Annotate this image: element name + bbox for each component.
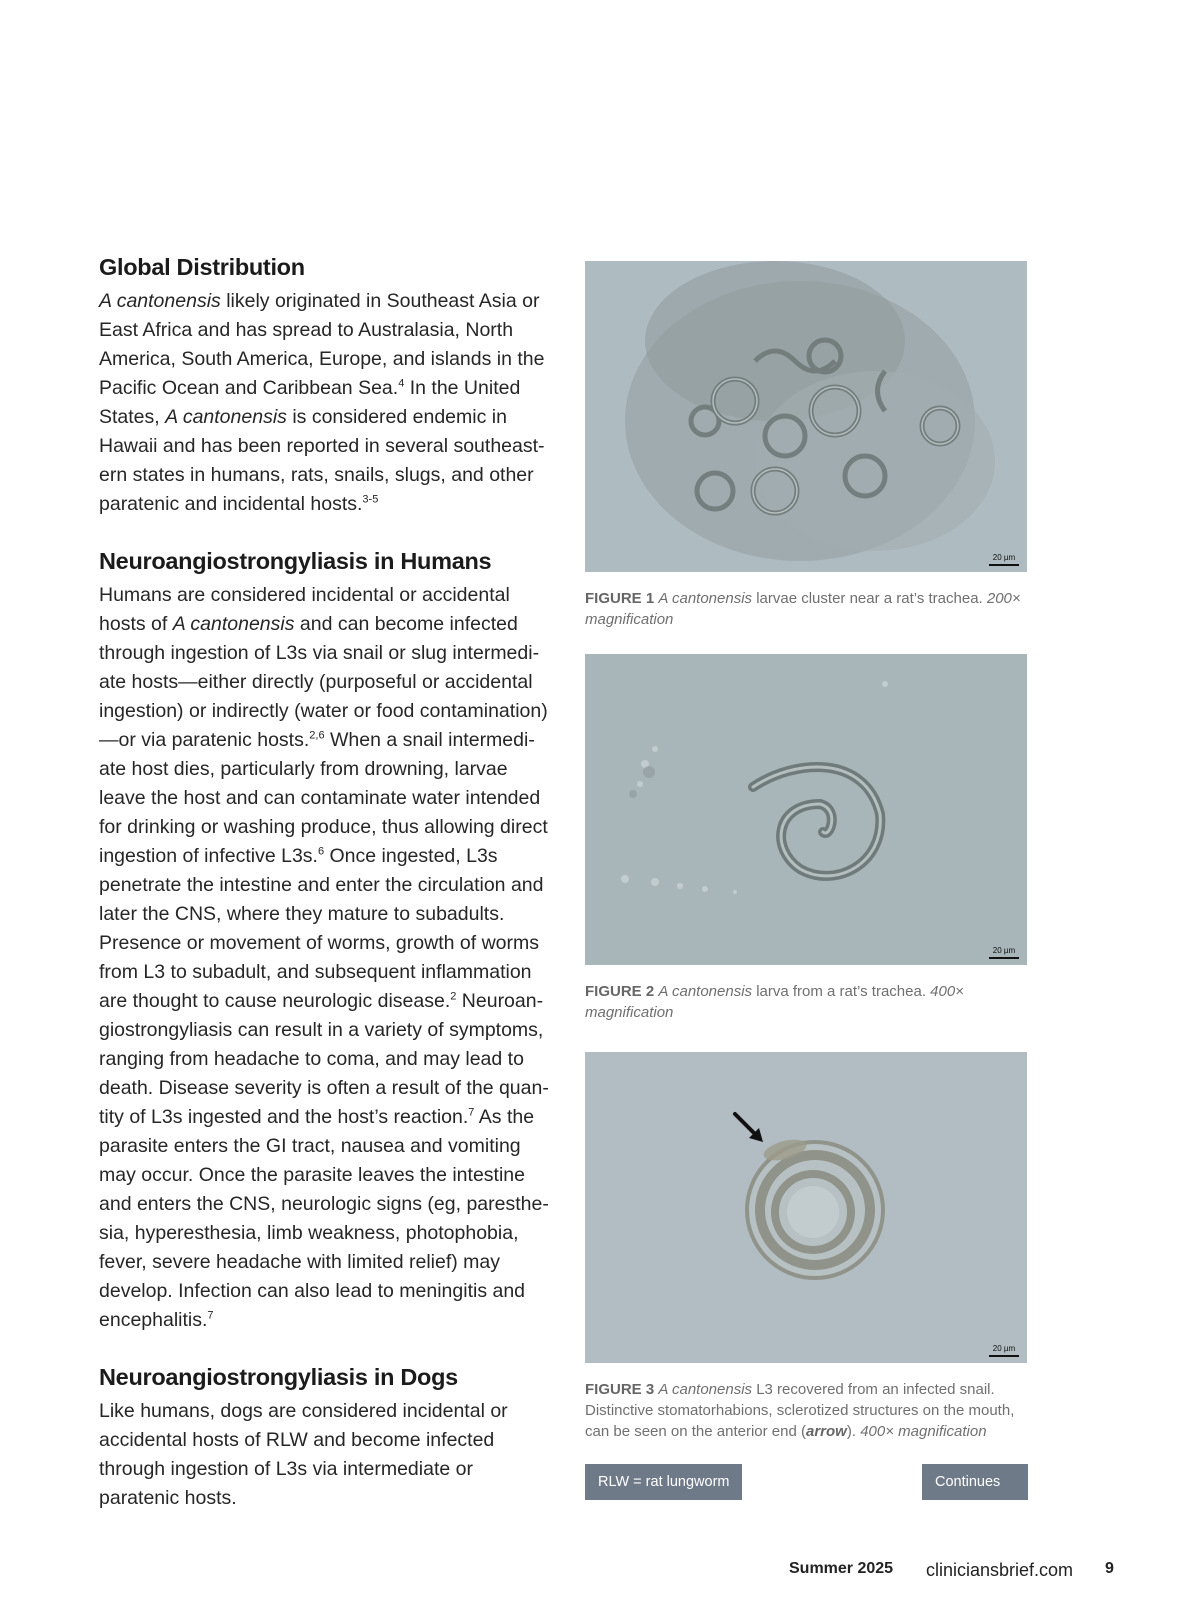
section-dogs [99,1364,549,1513]
scale-bar: 20 µm [989,946,1019,959]
figure-label: FIGURE 3 [585,1381,655,1398]
micrograph-coiled-l3 [585,1052,1027,1363]
scale-bar: 20 µm [989,1344,1019,1357]
scale-bar: 20 µm [989,553,1019,566]
section-heading: Neuroangiostrongyliasis in Humans [99,548,492,575]
caption-text: larva from a rat’s trachea. [752,983,931,1000]
figure-1 [585,261,1027,630]
figure-caption [585,1379,1025,1442]
figure-caption [585,588,1025,630]
figure-label: FIGURE 2 [585,983,655,1000]
website-link[interactable]: cliniciansbrief.com [926,1560,1074,1580]
section-paragraph: Like humans, dogs are considered incidental or accidental hosts of RLW and become infected through ingestion of L3s via intermediate or paratenic hosts. [99,1400,508,1510]
caption-arrow-word: arrow [806,1423,847,1440]
caption-text-after: ). [846,1423,861,1440]
micrograph-single-larva [585,654,1027,965]
continues-button[interactable]: Continues ▶ [922,1464,1028,1500]
caption-magnification: 400× magnification [860,1423,987,1440]
figure-3 [585,1052,1027,1442]
figure-label: FIGURE 1 [585,590,655,607]
caption-taxon: A cantonensis [658,1381,753,1398]
section-humans [99,548,549,1335]
page-number: 9 [1105,1560,1114,1577]
section-heading: Neuroangiostrongyliasis in Dogs [99,1364,458,1391]
caption-magnification: 200× magnification [585,590,1021,628]
glossary-badge: RLW = rat lungworm [585,1464,742,1500]
caption-taxon: A cantonensis [658,590,753,607]
caption-magnification: 400× magnification [585,983,964,1021]
caption-text: larvae cluster near a rat’s trachea. [752,590,987,607]
page-footer [0,1560,1200,1584]
issue-season: Summer 2025 [789,1560,894,1577]
figure-caption [585,981,1025,1023]
section-paragraph: Humans are considered incidental or accidental hosts of A cantonensis and can become infected through ingestion of L3s via snail or slug intermediate hosts—either directly (purposeful or accidental ingestion) or indirectly (water or food contamination) —or via paratenic hosts.$^{2,6}$ When a snail intermediate host dies, particularly from drowning, larvae leave the host and can contaminate water intended for drinking or washing produce, thus allowing direct ingestion of infective L3s.$^6$ Once ingested, L3s penetrate the intestine and enter the circulation and later the CNS, where they mature to subadults. Presence or movement of worms, growth of worms from L3 to subadult, and subsequent inflammation are thought to cause neurologic disease.$^2$ Neuroangiostrongyliasis can result in a variety of symptoms, ranging from headache to coma, and may lead to death. Disease severity is often a result of the quantity of L3s ingested and the host’s reaction.$^7$ As the parasite enters the GI tract, nausea and vomiting may occur. Once the parasite leaves the intestine and enters the CNS, neurologic signs (eg, paresthesia, hyperesthesia, limb weakness, photophobia, fever, severe headache with limited relief) may develop. Infection can also lead to meningitis and encephalitis.$^7$ [99,584,549,1332]
caption-taxon: A cantonensis [658,983,753,1000]
section-paragraph: A cantonensis likely originated in Southeast Asia or East Africa and has spread to Australasia, North America, South America, Europe, and islands in the Pacific Ocean and Caribbean Sea.$^4$ In the United States, A cantonensis is considered endemic in Hawaii and has been reported in several southeastern states in humans, rats, snails, slugs, and other paratenic and incidental hosts.$^{3-5}$ [99,290,545,516]
section-global-distribution [99,254,549,519]
micrograph-larvae-cluster [585,261,1027,572]
article-text-column [99,254,549,1542]
section-heading: Global Distribution [99,254,305,280]
caption-text: L3 recovered from an infected snail. Distinctive stomatorhabions, sclerotized structures on the mouth, can be seen on the anterior end ( [585,1381,1015,1440]
figure-2 [585,654,1027,1023]
